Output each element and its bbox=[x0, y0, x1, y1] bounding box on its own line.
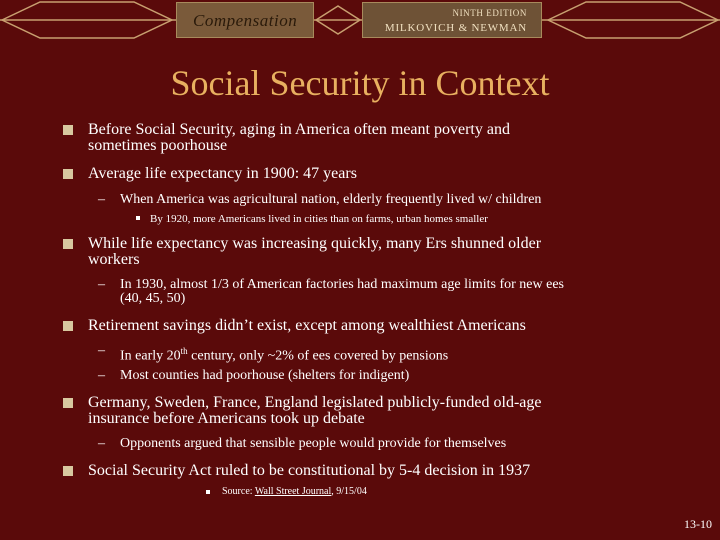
sub-point-4: Most counties had poorhouse (shelters for indigent) bbox=[120, 368, 410, 383]
source-link[interactable]: Wall Street Journal bbox=[254, 486, 332, 497]
authors-label: MILKOVICH & NEWMAN bbox=[384, 22, 527, 34]
sub-point-3-pre: In early 20 bbox=[120, 348, 181, 364]
sub-point-1: When America was agricultural nation, elderly frequently lived w/ children bbox=[120, 192, 542, 207]
square-marker bbox=[206, 490, 210, 494]
source-suffix: , 9/15/04 bbox=[331, 486, 367, 497]
bullet-2-line-1: Average life expectancy in 1900: 47 years bbox=[88, 165, 357, 182]
sub-point-5: Opponents argued that sensible people would provide for themselves bbox=[120, 436, 507, 451]
edition-banner bbox=[362, 2, 542, 38]
source-prefix: Source: bbox=[222, 486, 255, 497]
page-number: 13-10 bbox=[684, 517, 712, 531]
bullet-3-line-1: While life expectancy was increasing quickly, many Ers shunned older bbox=[88, 235, 542, 252]
slide-title: Social Security in Context bbox=[170, 63, 550, 103]
header-ornament bbox=[0, 0, 720, 40]
bullet-marker bbox=[63, 125, 73, 135]
sub-point-2-line-1: In 1930, almost 1/3 of American factories had maximum age limits for new ees bbox=[120, 277, 564, 292]
bullet-marker bbox=[63, 239, 73, 249]
sub-point-3-sup: th bbox=[180, 346, 188, 356]
bullet-4-line-1: Retirement savings didn’t exist, except among wealthiest Americans bbox=[88, 317, 526, 334]
bullet-1-line-2: sometimes poorhouse bbox=[88, 137, 228, 154]
dash-marker: – bbox=[98, 277, 105, 292]
source-citation bbox=[222, 486, 367, 498]
bullet-3-line-2: workers bbox=[88, 251, 140, 268]
bullet-marker bbox=[63, 398, 73, 408]
dash-marker: – bbox=[98, 343, 105, 358]
sub-point-3-post: century, only ~2% of ees covered by pensions bbox=[187, 348, 449, 364]
bullet-marker bbox=[63, 466, 73, 476]
dash-marker: – bbox=[98, 436, 105, 451]
bullet-5-line-1: Germany, Sweden, France, England legislated publicly-funded old-age bbox=[88, 394, 542, 411]
edition-label: NINTH EDITION bbox=[452, 8, 527, 18]
bullet-6-line-1: Social Security Act ruled to be constitutional by 5-4 decision in 1937 bbox=[88, 462, 531, 479]
logo-text: Compensation bbox=[193, 11, 298, 30]
dash-marker: – bbox=[98, 192, 105, 207]
sub-point-3 bbox=[120, 344, 448, 364]
sub-point-2-line-2: (40, 45, 50) bbox=[120, 291, 186, 306]
compensation-logo bbox=[176, 2, 314, 38]
bullet-marker bbox=[63, 321, 73, 331]
bullet-5-line-2: insurance before Americans took up debate bbox=[88, 410, 365, 427]
dash-marker: – bbox=[98, 368, 105, 383]
square-marker bbox=[136, 216, 140, 220]
bullet-marker bbox=[63, 169, 73, 179]
bullet-1-line-1: Before Social Security, aging in America often meant poverty and bbox=[88, 121, 510, 138]
header-banner bbox=[0, 0, 720, 40]
sub-sub-point-1: By 1920, more Americans lived in cities than on farms, urban homes smaller bbox=[150, 213, 488, 225]
